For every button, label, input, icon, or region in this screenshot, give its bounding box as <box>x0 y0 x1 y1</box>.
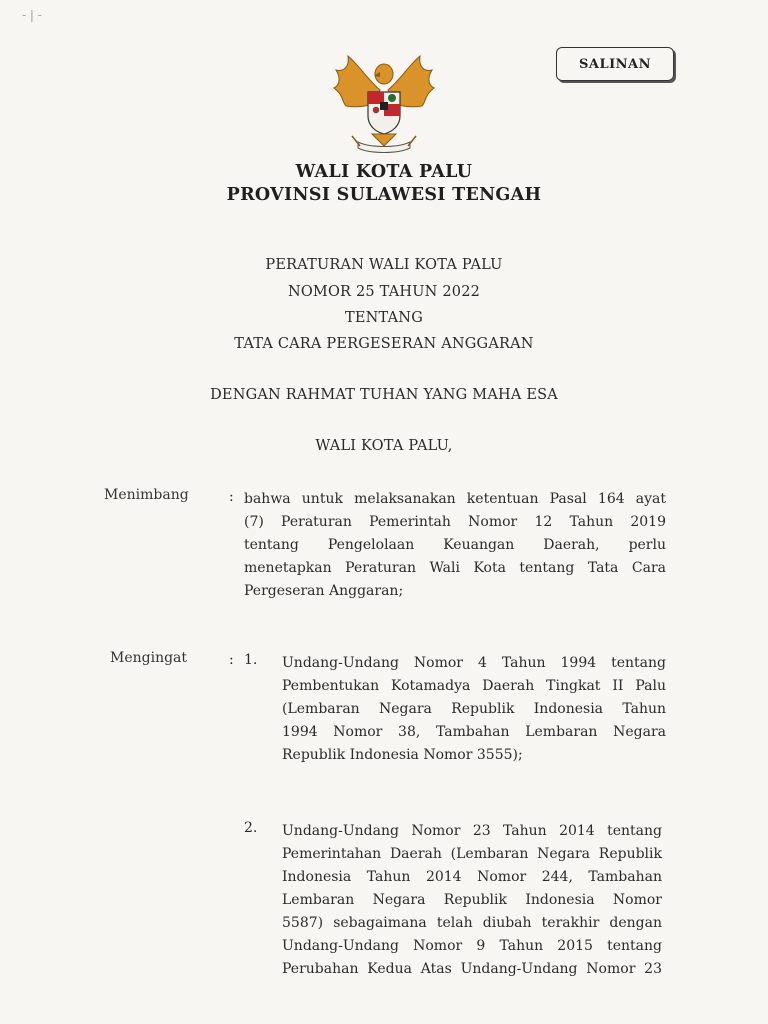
corner-mark: - | - <box>22 8 42 22</box>
authority-line: WALI KOTA PALU, <box>315 438 453 454</box>
menimbang-label: Menimbang <box>104 487 189 503</box>
mengingat-item-number: 1. <box>244 652 258 668</box>
mengingat-line: Republik Indonesia Nomor 3555); <box>282 747 523 763</box>
menimbang-line: tentang Pengelolaan Keuangan Daerah, perlu <box>244 537 666 553</box>
header-line-2: PROVINSI SULAWESI TENGAH <box>226 185 542 205</box>
menimbang-line: bahwa untuk melaksanakan ketentuan Pasal 164 ayat <box>244 491 666 507</box>
mengingat-line: Undang-Undang Nomor 9 Tahun 2015 tentang <box>282 938 662 954</box>
mengingat-label: Mengingat <box>110 650 188 666</box>
header-line-1: WALI KOTA PALU <box>295 162 473 182</box>
mengingat-line: 1994 Nomor 38, Tambahan Lembaran Negara <box>282 724 666 740</box>
mengingat-line: Pemerintahan Daerah (Lembaran Negara Republik <box>282 846 662 862</box>
mengingat-line: Undang-Undang Nomor 23 Tahun 2014 tentang <box>282 823 662 839</box>
mengingat-item-1 <box>282 652 666 767</box>
menimbang-colon: : <box>229 489 234 505</box>
title-line-2: NOMOR 25 TAHUN 2022 <box>287 284 481 300</box>
title-line-3: TENTANG <box>345 310 423 326</box>
title-line-4: TATA CARA PERGESERAN ANGGARAN <box>234 336 534 352</box>
blessing-line: DENGAN RAHMAT TUHAN YANG MAHA ESA <box>210 387 558 403</box>
menimbang-line: menetapkan Peraturan Wali Kota tentang Tata Cara <box>244 560 666 576</box>
mengingat-colon: : <box>229 652 234 668</box>
mengingat-line: Perubahan Kedua Atas Undang-Undang Nomor 23 <box>282 961 662 977</box>
mengingat-item-2 <box>282 820 662 981</box>
mengingat-line: (Lembaran Negara Republik Indonesia Tahun <box>282 701 666 717</box>
mengingat-line: 5587) sebagaimana telah diubah terakhir dengan <box>282 915 662 931</box>
menimbang-line: Pergeseran Anggaran; <box>244 583 404 599</box>
salinan-stamp: SALINAN <box>556 47 674 81</box>
garuda-emblem-icon <box>328 50 440 160</box>
mengingat-line: Indonesia Tahun 2014 Nomor 244, Tambahan <box>282 869 662 885</box>
mengingat-line: Pembentukan Kotamadya Daerah Tingkat II Palu <box>282 678 666 694</box>
menimbang-line: (7) Peraturan Pemerintah Nomor 12 Tahun 2019 <box>244 514 666 530</box>
menimbang-paragraph <box>244 488 666 603</box>
mengingat-line: Lembaran Negara Republik Indonesia Nomor <box>282 892 662 908</box>
mengingat-line: Undang-Undang Nomor 4 Tahun 1994 tentang <box>282 655 666 671</box>
mengingat-item-number: 2. <box>244 820 258 836</box>
title-line-1: PERATURAN WALI KOTA PALU <box>265 257 503 273</box>
